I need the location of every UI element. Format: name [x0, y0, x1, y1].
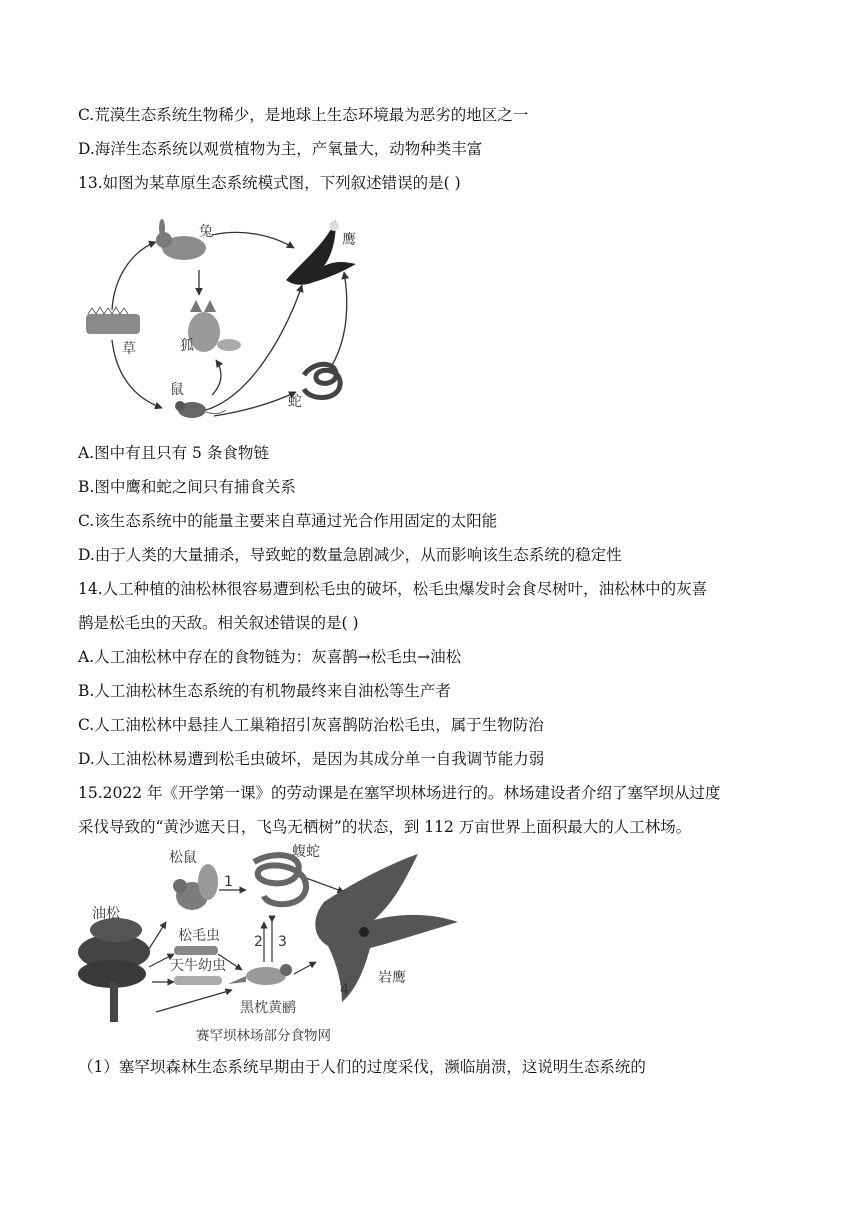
q14-option-d: D.人工油松林易遭到松毛虫破坏，是因为其成分单一自我调节能力弱	[78, 750, 545, 768]
squirrel-label: 松鼠	[169, 850, 197, 866]
saihanba-food-web-figure	[74, 842, 474, 1052]
q14-option-a: A.人工油松林中存在的食物链为：灰喜鹊→松毛虫→油松	[78, 648, 462, 666]
fox-illustration	[188, 300, 241, 352]
q14-option-b: B.人工油松林生态系统的有机物最终来自油松等生产者	[78, 682, 451, 700]
q13-option-c: C.该生态系统中的能量主要来自草通过光合作用固定的太阳能	[78, 512, 498, 530]
rabbit-label: 兔	[199, 224, 213, 240]
mouse-label: 鼠	[170, 382, 184, 398]
q13-option-d: D.由于人类的大量捕杀，导致蛇的数量急剧减少，从而影响该生态系统的稳定性	[78, 546, 622, 564]
arrow-number-4: 4	[340, 982, 349, 998]
grass-label: 草	[122, 341, 136, 357]
hawk-label: 岩鹰	[378, 970, 406, 986]
q12-option-c: C.荒漠生态系统生物稀少，是地球上生态环境最为恶劣的地区之一	[78, 106, 529, 124]
q13-stem: 13.如图为某草原生态系统模式图，下列叙述错误的是( )	[78, 174, 461, 192]
snake-illustration	[304, 364, 340, 397]
q15-stem-line-2: 采伐导致的“黄沙遮天日，飞鸟无栖树”的状态，到 112 万亩世界上面积最大的人工林场。	[78, 818, 692, 836]
viper-illustration	[254, 855, 306, 904]
arrow-number-3: 3	[278, 934, 287, 950]
figure-caption: 赛罕坝林场部分食物网	[196, 1028, 331, 1044]
pine-tree-illustration	[78, 918, 150, 1022]
food-web-arrows	[142, 878, 344, 1012]
squirrel-illustration	[173, 864, 218, 910]
caterpillar-illustration	[174, 946, 218, 955]
grass-illustration	[86, 307, 140, 334]
pine-label: 油松	[92, 906, 120, 922]
viper-label: 蝮蛇	[292, 844, 320, 860]
arrow-number-2: 2	[254, 934, 263, 950]
oriole-label: 黑枕黄鹂	[240, 1000, 296, 1016]
arrow-number-1: 1	[224, 874, 233, 890]
q13-option-b: B.图中鹰和蛇之间只有捕食关系	[78, 478, 296, 496]
eagle-illustration	[286, 220, 356, 285]
q14-stem-line-1: 14.人工种植的油松林很容易遭到松毛虫的破坏，松毛虫爆发时会食尽树叶，油松林中的灰喜	[78, 580, 708, 598]
beetle-larva-label: 天牛幼虫	[170, 958, 226, 974]
grassland-food-web-figure	[74, 200, 374, 430]
eagle-label: 鹰	[342, 232, 356, 248]
snake-label: 蛇	[288, 394, 302, 410]
caterpillar-label: 松毛虫	[178, 928, 220, 944]
q14-stem-line-2: 鹊是松毛虫的天敌。相关叙述错误的是( )	[78, 614, 359, 632]
q15-stem-line-1: 15.2022 年《开学第一课》的劳动课是在塞罕坝林场进行的。林场建设者介绍了塞罕坝从过度	[78, 784, 721, 802]
q15-subquestion-1: （1）塞罕坝森林生态系统早期由于人们的过度采伐，濒临崩溃，这说明生态系统的	[78, 1058, 646, 1076]
q13-option-a: A.图中有且只有 5 条食物链	[78, 444, 269, 462]
fox-label: 狐	[180, 338, 194, 354]
q14-option-c: C.人工油松林中悬挂人工巢箱招引灰喜鹊防治松毛虫，属于生物防治	[78, 716, 544, 734]
q12-option-d: D.海洋生态系统以观赏植物为主，产氧量大，动物种类丰富	[78, 140, 483, 158]
beetle-larva-illustration	[174, 976, 222, 985]
